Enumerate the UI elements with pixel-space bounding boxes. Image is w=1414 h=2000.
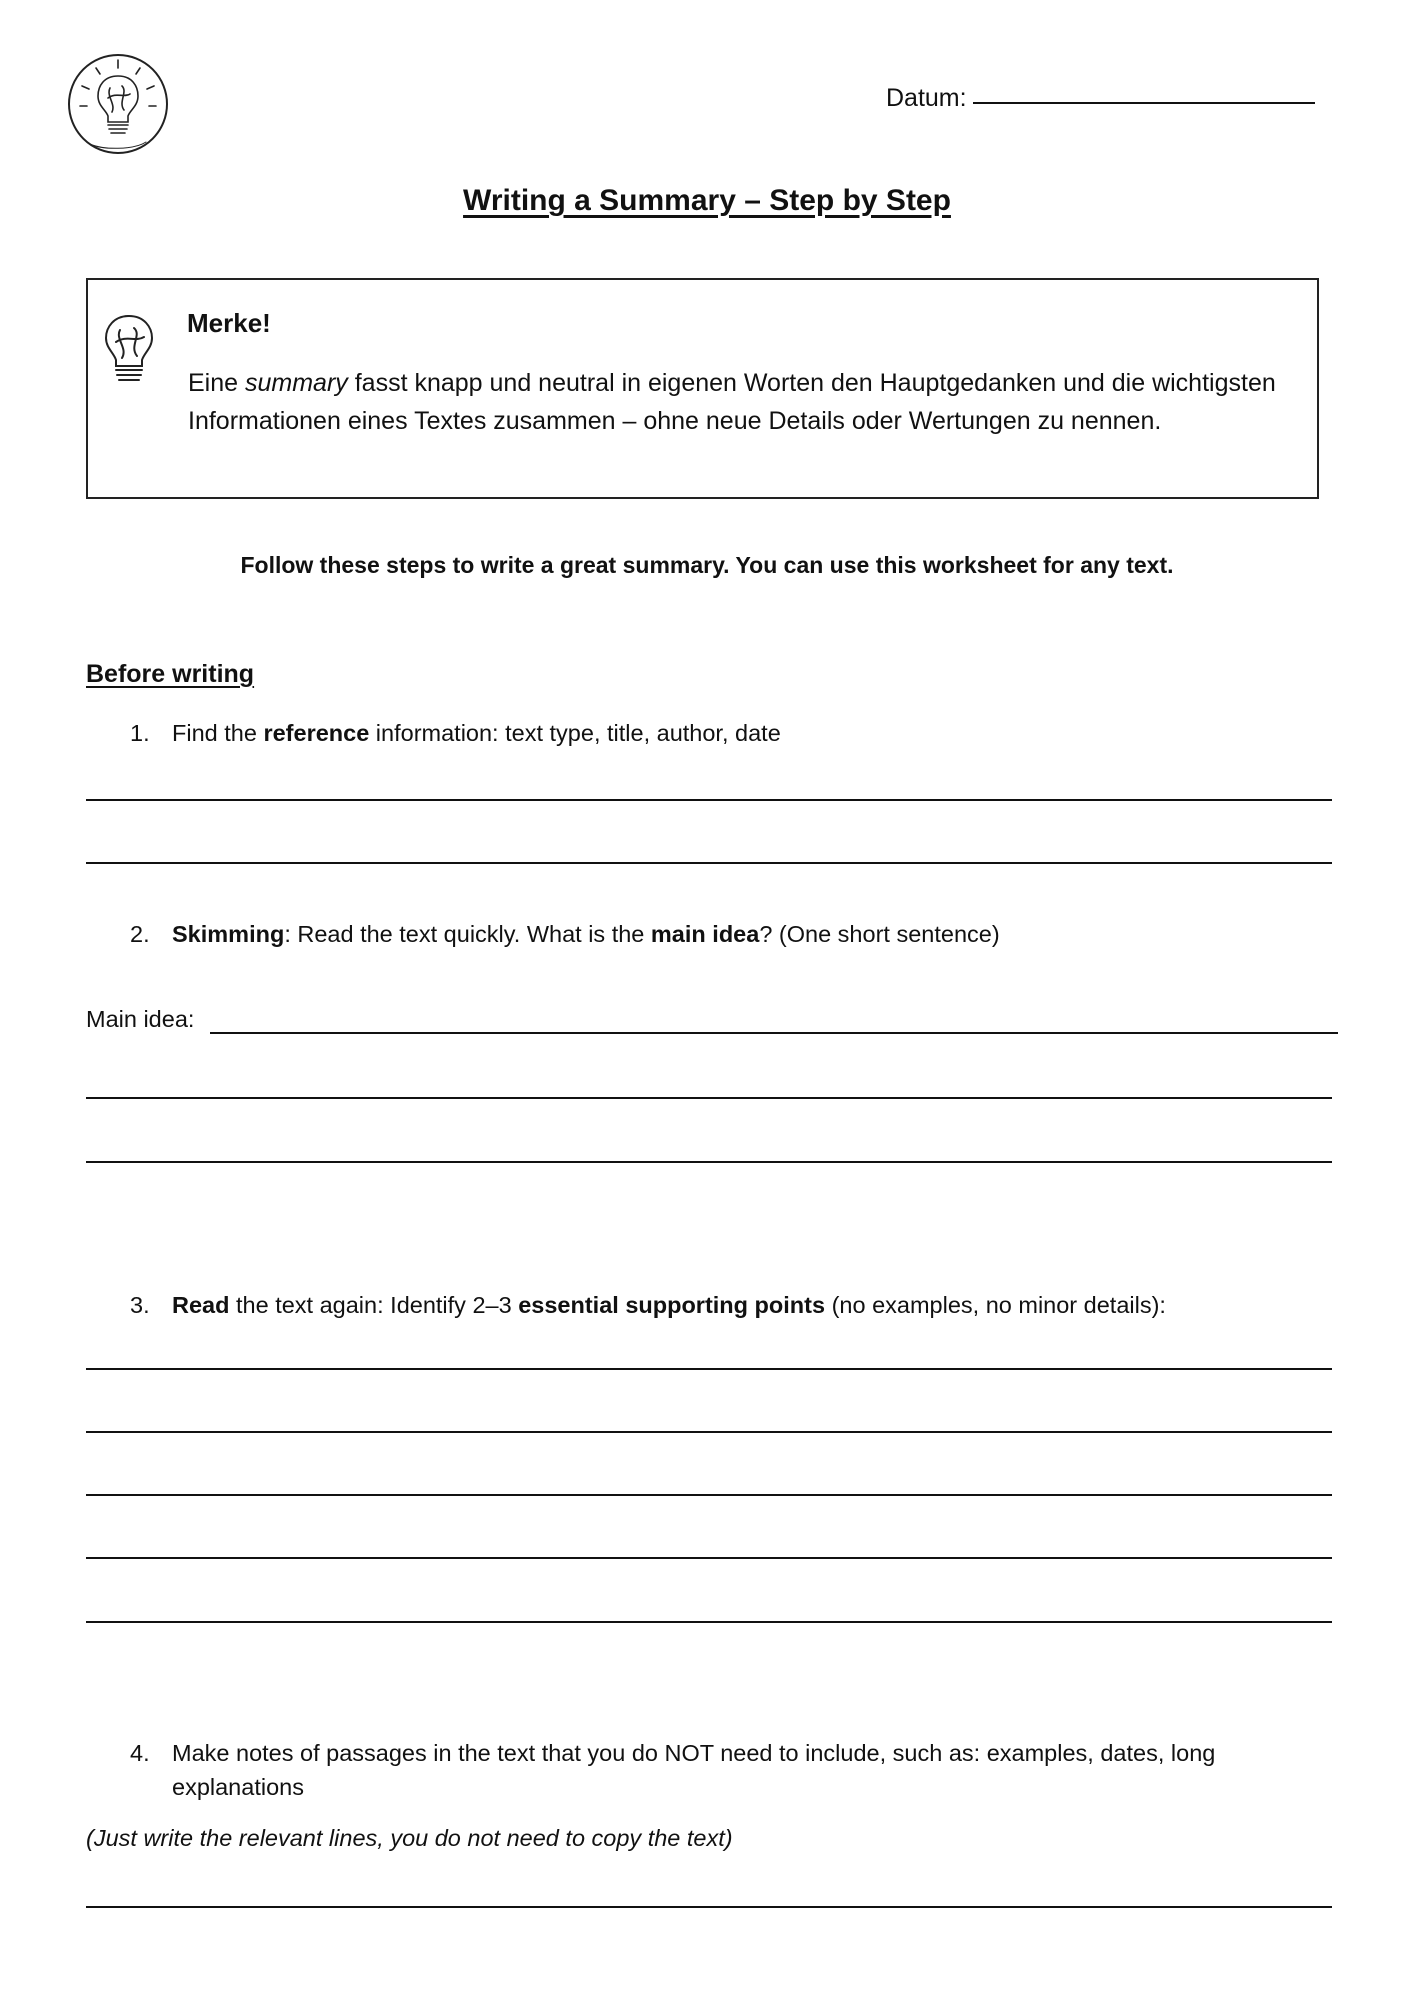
lightbulb-icon: [96, 310, 162, 388]
date-label: Datum:: [886, 84, 967, 112]
merke-heading: Merke!: [187, 308, 271, 338]
answer-line[interactable]: [86, 1557, 1332, 1559]
step-1: [130, 716, 1270, 750]
answer-line[interactable]: [86, 1368, 1332, 1370]
step-text-run: the text again: Identify 2–3: [229, 1292, 519, 1318]
step-3: [130, 1288, 1270, 1322]
step-text-run: : Read the text quickly. What is the: [284, 921, 651, 947]
main-idea-label: Main idea:: [86, 1006, 195, 1032]
step-text-run: Find the: [172, 720, 264, 746]
section-heading-before-writing: Before writing: [86, 660, 255, 688]
step-number: 4.: [130, 1740, 150, 1766]
step-number: 3.: [130, 1292, 150, 1318]
step-4-note: (Just write the relevant lines, you do not need to copy the text): [86, 1825, 733, 1851]
step-text: [172, 1288, 1270, 1322]
answer-line[interactable]: [86, 1621, 1332, 1623]
step-number: 1.: [130, 720, 150, 746]
answer-line[interactable]: [86, 1161, 1332, 1163]
step-2: [130, 917, 1270, 951]
step-text-bold: Skimming: [172, 921, 285, 947]
lightbulb-logo-icon: [66, 52, 170, 156]
step-text-run: (no examples, no minor details):: [825, 1292, 1166, 1318]
date-blank-line[interactable]: [973, 102, 1315, 104]
step-text: [172, 917, 1270, 951]
date-field[interactable]: [886, 84, 1315, 113]
answer-line[interactable]: [86, 799, 1332, 801]
step-4: [130, 1736, 1270, 1804]
step-text-bold: reference: [263, 720, 370, 746]
step-text-run: Make notes of passages in the text that you do NOT need to include, such as: examples, dates, long explanations: [172, 1740, 1216, 1800]
step-text-run: information: text type, title, author, date: [369, 720, 781, 746]
step-text-bold: Read: [172, 1292, 230, 1318]
page-title: Writing a Summary – Step by Step: [463, 184, 951, 217]
answer-line[interactable]: [86, 1906, 1332, 1908]
step-text: [172, 716, 1270, 750]
answer-line[interactable]: [86, 1097, 1332, 1099]
answer-line[interactable]: [86, 1494, 1332, 1496]
answer-line[interactable]: [86, 862, 1332, 864]
main-idea-line[interactable]: [210, 1032, 1338, 1034]
step-text: [172, 1736, 1270, 1804]
merke-definition: Eine summary fasst knapp und neutral in eigenen Worten den Hauptgedanken und die wichtigsten Informationen eines Textes zusammen – ohne neue Details oder Wertungen zu nennen.: [188, 369, 1276, 435]
step-text-run: ? (One short sentence): [759, 921, 1000, 947]
step-number: 2.: [130, 921, 150, 947]
step-text-bold: essential supporting points: [518, 1292, 826, 1318]
intro-instruction: Follow these steps to write a great summary. You can use this worksheet for any text.: [240, 552, 1174, 578]
step-text-bold: main idea: [650, 921, 760, 947]
answer-line[interactable]: [86, 1431, 1332, 1433]
